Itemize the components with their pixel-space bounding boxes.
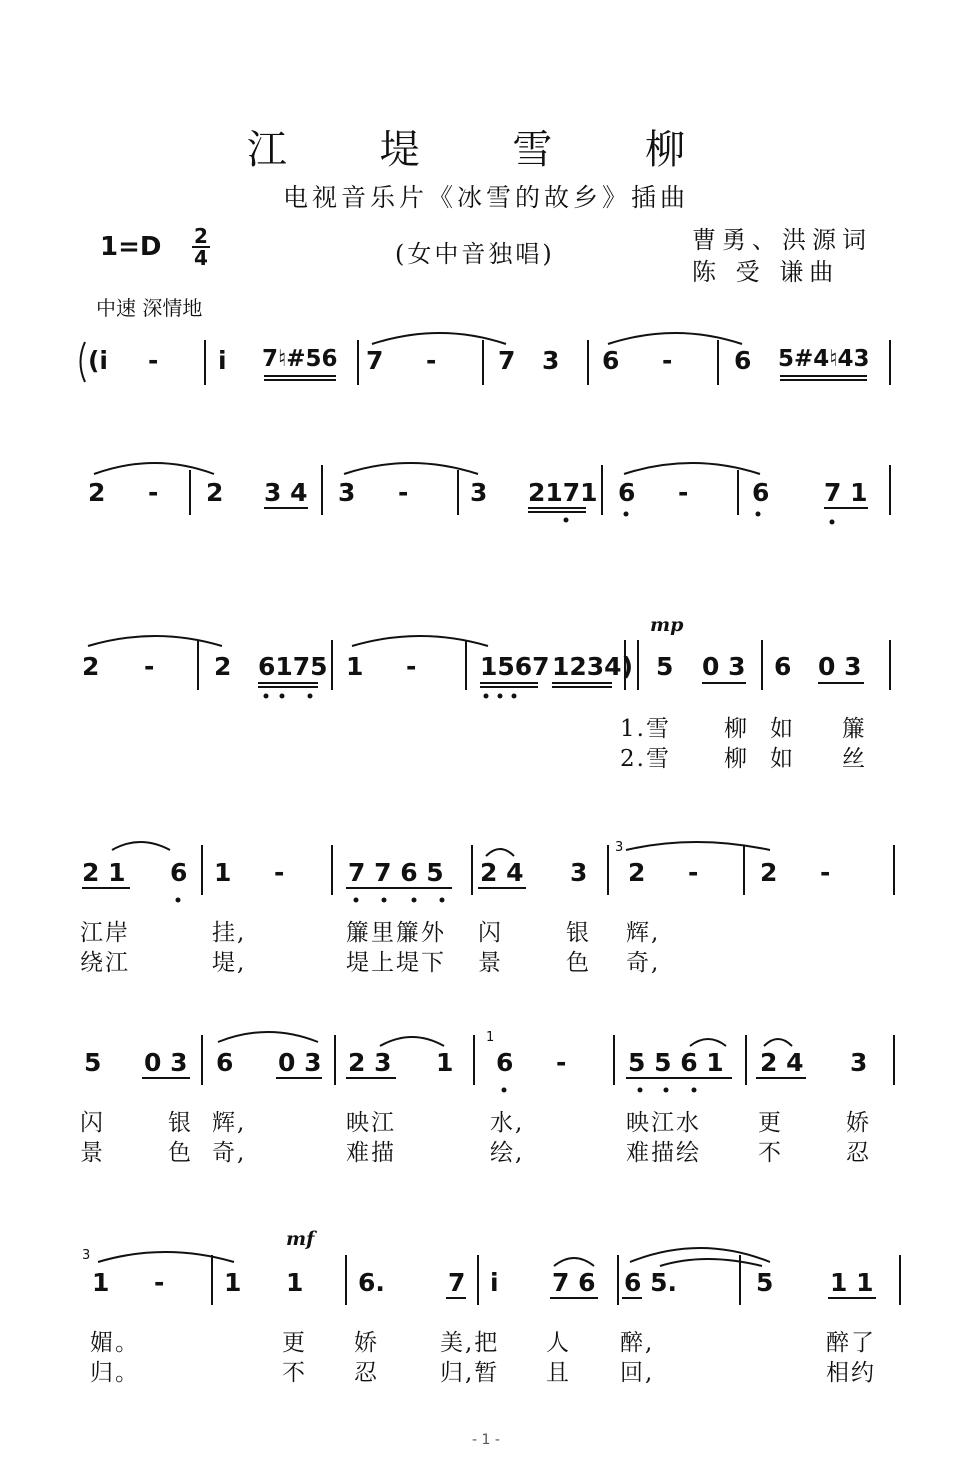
note: 6 bbox=[496, 1048, 514, 1077]
lyric: 不 bbox=[282, 1360, 307, 1386]
note: 2171 bbox=[528, 478, 598, 507]
note: 6 bbox=[618, 478, 636, 507]
lyric: 堤, bbox=[212, 950, 247, 976]
lyric: 媚。 bbox=[90, 1330, 140, 1356]
note: 7 bbox=[498, 346, 516, 375]
note: 2 4 bbox=[480, 858, 524, 887]
dynamic-mp: mp bbox=[650, 614, 684, 636]
note: 1 bbox=[346, 652, 364, 681]
note: 2 bbox=[628, 858, 646, 887]
note: 5 bbox=[756, 1268, 774, 1297]
note: 0 3 bbox=[278, 1048, 322, 1077]
lyric: 更 bbox=[282, 1330, 307, 1356]
note: 2 bbox=[88, 478, 106, 507]
lyric: 如 bbox=[770, 746, 795, 772]
tempo-marking: 中速 深情地 bbox=[96, 296, 203, 320]
lyric: 奇, bbox=[626, 950, 661, 976]
note: 3 bbox=[470, 478, 488, 507]
lyric: 簾 bbox=[842, 716, 867, 742]
grace-note: 1 bbox=[486, 1030, 495, 1045]
lyric: 忍 bbox=[354, 1360, 379, 1386]
note: 1 bbox=[224, 1268, 242, 1297]
lyric: 醉了 bbox=[826, 1330, 876, 1356]
lyricist-credit: 曹勇、洪源词 bbox=[692, 226, 872, 254]
key-signature: 1=D bbox=[100, 232, 162, 262]
song-subtitle: 电视音乐片《冰雪的故乡》插曲 bbox=[282, 183, 689, 212]
note: 3 bbox=[542, 346, 560, 375]
note: - bbox=[678, 478, 689, 507]
lyric: 挂, bbox=[212, 920, 247, 946]
lyric: 难描 bbox=[346, 1140, 396, 1166]
dynamic-mf: mf bbox=[286, 1228, 315, 1250]
grace-note: 3 bbox=[615, 840, 624, 855]
page-number: - 1 - bbox=[472, 1432, 500, 1448]
lyric: 美,把 bbox=[440, 1330, 500, 1356]
note: - bbox=[144, 652, 155, 681]
lyric: 娇 bbox=[354, 1330, 379, 1356]
note: 5#4♮43 bbox=[778, 346, 870, 372]
note: 1 bbox=[436, 1048, 454, 1077]
lyric: 绕江 bbox=[80, 950, 130, 976]
note: 2 3 bbox=[348, 1048, 392, 1077]
song-title: 江 堤 雪 柳 bbox=[246, 127, 726, 173]
note: 1 bbox=[92, 1268, 110, 1297]
lyric: 映江水 bbox=[626, 1110, 701, 1136]
lyric: 归,暂 bbox=[440, 1360, 500, 1386]
lyric: 娇 bbox=[846, 1110, 871, 1136]
lyric: 簾里簾外 bbox=[346, 920, 446, 946]
time-signature bbox=[190, 226, 212, 268]
opening-bracket bbox=[81, 342, 86, 382]
lyric: 银 bbox=[566, 920, 591, 946]
note: i bbox=[218, 346, 227, 375]
note: 2 1 bbox=[82, 858, 126, 887]
note: - bbox=[398, 478, 409, 507]
lyric: 丝 bbox=[842, 746, 867, 772]
note: 6 bbox=[216, 1048, 234, 1077]
lyric: 忍 bbox=[846, 1140, 871, 1166]
note: 1 1 bbox=[830, 1268, 874, 1297]
note: 6 bbox=[734, 346, 752, 375]
lyric: 堤上堤下 bbox=[346, 950, 446, 976]
note: i bbox=[490, 1268, 499, 1297]
lyric: 江岸 bbox=[80, 920, 130, 946]
voice-type: (女中音独唱) bbox=[395, 240, 555, 268]
note: 2 bbox=[206, 478, 224, 507]
lyric: 闪 bbox=[478, 920, 503, 946]
note: 7 bbox=[366, 346, 384, 375]
note: 2 bbox=[760, 858, 778, 887]
note: 5 bbox=[84, 1048, 102, 1077]
lyric: 更 bbox=[758, 1110, 783, 1136]
lyric: 相约 bbox=[826, 1360, 876, 1386]
lyric: 色 bbox=[566, 950, 591, 976]
lyric: 2.雪 bbox=[620, 746, 671, 772]
note: 7 6 bbox=[552, 1268, 596, 1297]
lyric: 闪 bbox=[80, 1110, 105, 1136]
note: 2 bbox=[214, 652, 232, 681]
composer-credit: 陈 受 谦曲 bbox=[692, 258, 840, 286]
lyric: 辉, bbox=[626, 920, 661, 946]
note: 6 bbox=[752, 478, 770, 507]
lyric: 奇, bbox=[212, 1140, 247, 1166]
note: 7♮#56 bbox=[262, 346, 338, 372]
note: 7 7 6 5 bbox=[348, 858, 444, 887]
note: 1 bbox=[286, 1268, 304, 1297]
lyric: 银 bbox=[168, 1110, 193, 1136]
lyric: 景 bbox=[478, 950, 503, 976]
note: 6 5. bbox=[624, 1268, 677, 1297]
lyric: 绘, bbox=[490, 1140, 525, 1166]
lyric: 柳 bbox=[724, 716, 749, 742]
note: 6. bbox=[358, 1268, 385, 1297]
note: 3 bbox=[850, 1048, 868, 1077]
note: (i bbox=[88, 346, 108, 375]
lyric: 景 bbox=[80, 1140, 105, 1166]
note: 3 bbox=[338, 478, 356, 507]
lyric: 归。 bbox=[90, 1360, 140, 1386]
lyric: 1.雪 bbox=[620, 716, 671, 742]
lyric: 水, bbox=[490, 1110, 525, 1136]
note: - bbox=[148, 346, 159, 375]
note: 7 bbox=[448, 1268, 466, 1297]
lyric: 如 bbox=[770, 716, 795, 742]
note: - bbox=[154, 1268, 165, 1297]
note: - bbox=[406, 652, 417, 681]
note: 7 1 bbox=[824, 478, 868, 507]
note: 6 bbox=[602, 346, 620, 375]
note: - bbox=[426, 346, 437, 375]
note: 6 bbox=[170, 858, 188, 887]
note: 2 4 bbox=[760, 1048, 804, 1077]
note: - bbox=[148, 478, 159, 507]
time-top: 2 bbox=[194, 224, 208, 248]
time-bottom: 4 bbox=[194, 246, 208, 270]
note: 2 bbox=[82, 652, 100, 681]
note: - bbox=[688, 858, 699, 887]
note: 1234) bbox=[552, 652, 634, 681]
note: - bbox=[556, 1048, 567, 1077]
lyric: 不 bbox=[758, 1140, 783, 1166]
note: 6175 bbox=[258, 652, 328, 681]
note: 6 bbox=[774, 652, 792, 681]
lyric: 柳 bbox=[724, 746, 749, 772]
grace-note: 3 bbox=[82, 1248, 91, 1263]
note: 5 5 6 1 bbox=[628, 1048, 724, 1077]
note: 0 3 bbox=[702, 652, 746, 681]
note: 0 3 bbox=[818, 652, 862, 681]
lyric: 难描绘 bbox=[626, 1140, 701, 1166]
lyric: 色 bbox=[168, 1140, 193, 1166]
note: 1567 bbox=[480, 652, 550, 681]
lyric: 映江 bbox=[346, 1110, 396, 1136]
note: 3 bbox=[570, 858, 588, 887]
lyric: 人 bbox=[546, 1330, 571, 1356]
note: 1 bbox=[214, 858, 232, 887]
note: 3 4 bbox=[264, 478, 308, 507]
note: 5 bbox=[656, 652, 674, 681]
lyric: 回, bbox=[620, 1360, 655, 1386]
note: - bbox=[662, 346, 673, 375]
note: - bbox=[820, 858, 831, 887]
lyric: 且 bbox=[546, 1360, 571, 1386]
lyric: 辉, bbox=[212, 1110, 247, 1136]
note: - bbox=[274, 858, 285, 887]
note: 0 3 bbox=[144, 1048, 188, 1077]
lyric: 醉, bbox=[620, 1330, 655, 1356]
